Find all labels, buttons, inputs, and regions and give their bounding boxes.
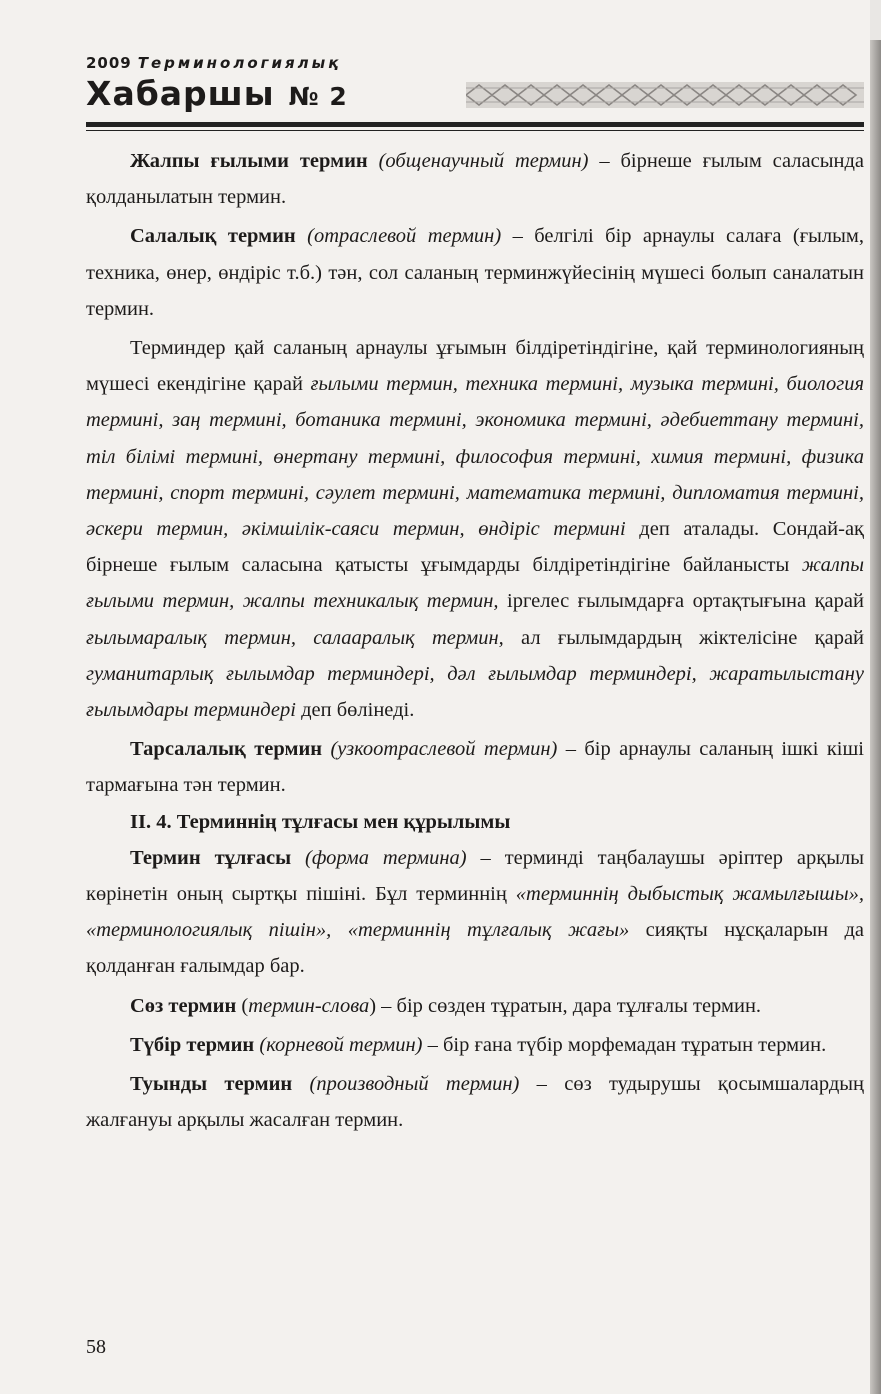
journal-series: Терминологиялық [137, 54, 342, 72]
page-number: 58 [86, 1336, 106, 1358]
paragraph-root-term: Түбір термин (корневой термин) – бір ғана түбір морфемадан тұратын термин. [130, 1033, 827, 1056]
journal-title [86, 74, 348, 113]
paragraph-term-classification: Терминдер қай саланың арнаулы ұғымын білдіретіндігіне, қай терминологияның мүшесі екендігіне қарай ғылыми термин, техника термині, музыка термині, биология термині, заң термині, ботаника термині, экономика термині, әдебиеттану термині, тіл білімі термині, өнертану термині, философия термині, химия термині, физика термині, спорт термині, сәулет термині, математика термині, дипломатия термині, әскери термин, әкімшілік-саяси термин, өндіріс термині деп аталады. Сондай-ақ бірнеше ғылым саласына қатысты ұғымдарды білдіретіндігіне байланысты жалпы ғылыми термин, жалпы техникалық термин, іргелес ғылымдарға ортақтығына қарай ғылымаралық термин, салааралық термин, ал ғылымдардың жіктелісіне қарай гуманитарлық ғылымдар терминдері, дәл ғылымдар терминдері, жаратылыстану ғылымдары терминдері деп бөлінеді. [86, 337, 865, 722]
book-spine-edge [870, 40, 881, 1394]
journal-title-text: Хабаршы [86, 74, 275, 113]
section-title: II. 4. Терминнің тұлғасы мен құрылымы [130, 810, 511, 833]
journal-header-top [86, 54, 341, 72]
journal-issue: № 2 [288, 82, 348, 111]
header-rule-thick [86, 122, 864, 127]
journal-year: 2009 [86, 54, 132, 72]
article-body [86, 143, 864, 1138]
paragraph-branch-term: Салалық термин (отраслевой термин) – белгілі бір арнаулы салаға (ғылым, техника, өнер, өндіріс т.б.) тән, сол саланың терминжүйесінің мүшесі болып саналатын термин. [86, 225, 865, 320]
paragraph-word-term: Сөз термин (термин-слова) – бір сөзден тұратын, дара тұлғалы термин. [130, 994, 762, 1017]
paragraph-term-form: Термин тұлғасы (форма термина) – терминді таңбалаушы әріптер арқылы көрінетін оның сыртқы пішіні. Бұл терминнің «терминнің дыбыстық жамылғышы», «терминологиялық пішін», «терминнің тұлғалық жағы» сияқты нұсқаларын да қолданған ғалымдар бар. [86, 846, 865, 978]
paragraph-general-scientific-term: Жалпы ғылыми термин (общенаучный термин) – бірнеше ғылым саласында қолданылатын термин. [86, 150, 865, 209]
header-rule-thin [86, 130, 864, 131]
paragraph-narrow-branch-term: Тарсалалық термин (узкоотраслевой термин) – бір арнаулы саланың ішкі кіші тармағына тән термин. [86, 738, 864, 797]
ornament-band-icon [466, 82, 864, 108]
paragraph-derived-term: Туынды термин (производный термин) – сөз тудырушы қосымшалардың жалғануы арқылы жасалған термин. [86, 1073, 864, 1132]
